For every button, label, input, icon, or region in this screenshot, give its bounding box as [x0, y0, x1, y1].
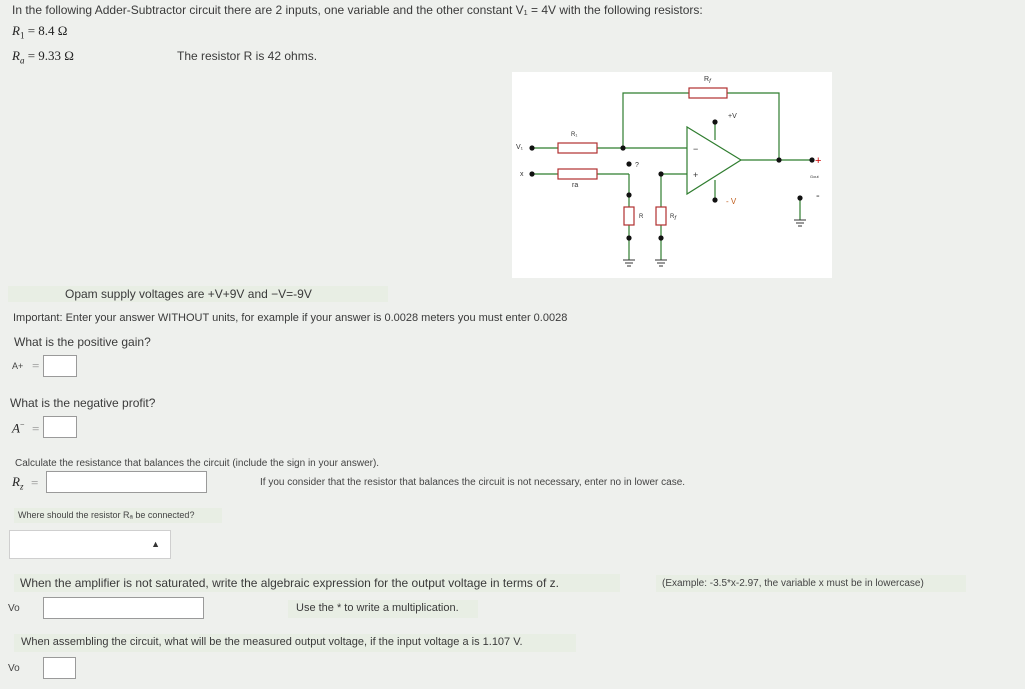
minus-v-label: - V	[726, 197, 737, 206]
rz-hint: If you consider that the resistor that balances the circuit is not necessary, enter no in lower case.	[260, 477, 686, 488]
question-negative-profit: What is the negative profit?	[10, 396, 156, 410]
vo-measured-input[interactable]	[43, 657, 76, 679]
rz-sub: z	[19, 481, 24, 492]
r-label: R	[639, 214, 644, 220]
equals-sign: =	[32, 421, 40, 436]
a-plus-label: A+	[12, 361, 24, 371]
feedback-wire-left	[623, 93, 689, 148]
rf-top-resistor	[689, 88, 727, 98]
v1-node	[529, 145, 534, 150]
a-minus-label	[12, 420, 24, 436]
connect-select[interactable]	[9, 530, 171, 559]
feedback-wire-right	[727, 93, 779, 159]
r1-symbol: R	[12, 23, 20, 38]
plus-v-label: +V	[728, 113, 737, 120]
q-node	[626, 161, 631, 166]
question-resistance: Calculate the resistance that balances the circuit (include the sign in your answer).	[15, 458, 380, 469]
opamp-triangle	[687, 127, 741, 194]
important-note: Important: Enter your answer WITHOUT units, for example if your answer is 0.0028 meters you must enter 0.0028	[13, 312, 568, 324]
r1-resistor	[558, 143, 597, 153]
a-plus-input[interactable]	[43, 355, 77, 377]
feedback-node	[620, 145, 625, 150]
r1-sub: 1	[19, 30, 25, 41]
vo-expression-input[interactable]	[43, 597, 204, 619]
vo-label: Vo	[8, 603, 20, 614]
output-node	[809, 157, 814, 162]
opamp-plus-label: +	[693, 170, 699, 180]
plus-node	[658, 171, 663, 176]
r1-amount: = 8.4 Ω	[27, 23, 68, 38]
a-minus-input[interactable]	[43, 416, 77, 438]
updown-arrow-icon: ▲	[151, 539, 160, 549]
a-minus-sup: −	[19, 420, 25, 429]
multiply-hint: Use the * to write a multiplication.	[296, 602, 459, 614]
ra-label: ra	[572, 182, 579, 189]
ra-resistor	[558, 169, 597, 179]
r1-label: R₁	[571, 132, 578, 138]
x-node	[529, 171, 534, 176]
question-positive-gain: What is the positive gain?	[14, 335, 151, 349]
ra-value	[12, 48, 74, 66]
out-ground-node	[797, 195, 802, 200]
out-plus-label: +	[815, 155, 822, 167]
minus-v-node	[712, 197, 717, 202]
v1-label: V₁	[516, 144, 524, 151]
rz-symbol: R	[12, 474, 20, 489]
out-minus-label: -	[816, 190, 820, 202]
opamp-minus-label: −	[693, 144, 699, 154]
x-label: x	[520, 171, 524, 178]
r-bottom-node	[626, 235, 631, 240]
ra-sub: a	[19, 55, 25, 66]
ra-symbol: R	[12, 48, 20, 63]
rf-bot-resistor	[656, 207, 666, 225]
intro-text: In the following Adder-Subtractor circuit there are 2 inputs, one variable and the other constant V₁ = 4V with the following resistors:	[12, 3, 703, 17]
equals-sign: =	[31, 475, 39, 490]
r-top-node	[626, 192, 631, 197]
supply-text: Opam supply voltages are +V+9V and −V=-9V	[65, 287, 312, 301]
question-expression: When the amplifier is not saturated, write the algebraic expression for the output voltage in terms of z.	[20, 576, 559, 590]
r1-value	[12, 23, 67, 41]
circuit-svg	[512, 72, 832, 278]
circuit-diagram	[512, 72, 832, 278]
rf-bot-label: Rf	[670, 214, 677, 222]
a-minus-symbol: A	[12, 420, 20, 436]
ra-amount: = 9.33 Ω	[27, 48, 74, 63]
q-label: ?	[635, 162, 639, 169]
vo-label: Vo	[8, 663, 20, 674]
question-connect: Where should the resistor Rₐ be connected?	[18, 510, 195, 520]
rz-input[interactable]	[46, 471, 207, 493]
rz-label	[12, 474, 23, 492]
out-label: Gout	[810, 174, 819, 179]
expression-example: (Example: -3.5*x-2.97, the variable x must be in lowercase)	[662, 578, 924, 589]
r-resistor	[624, 207, 634, 225]
equals-sign: =	[32, 358, 40, 373]
question-measured: When assembling the circuit, what will be the measured output voltage, if the input voltage a is 1.107 V.	[21, 636, 523, 648]
rf-top-label: Rf	[704, 76, 711, 85]
rf-bottom-node	[658, 235, 663, 240]
r-note: The resistor R is 42 ohms.	[177, 49, 318, 63]
output-junction-node	[776, 157, 781, 162]
plus-v-node	[712, 119, 717, 124]
